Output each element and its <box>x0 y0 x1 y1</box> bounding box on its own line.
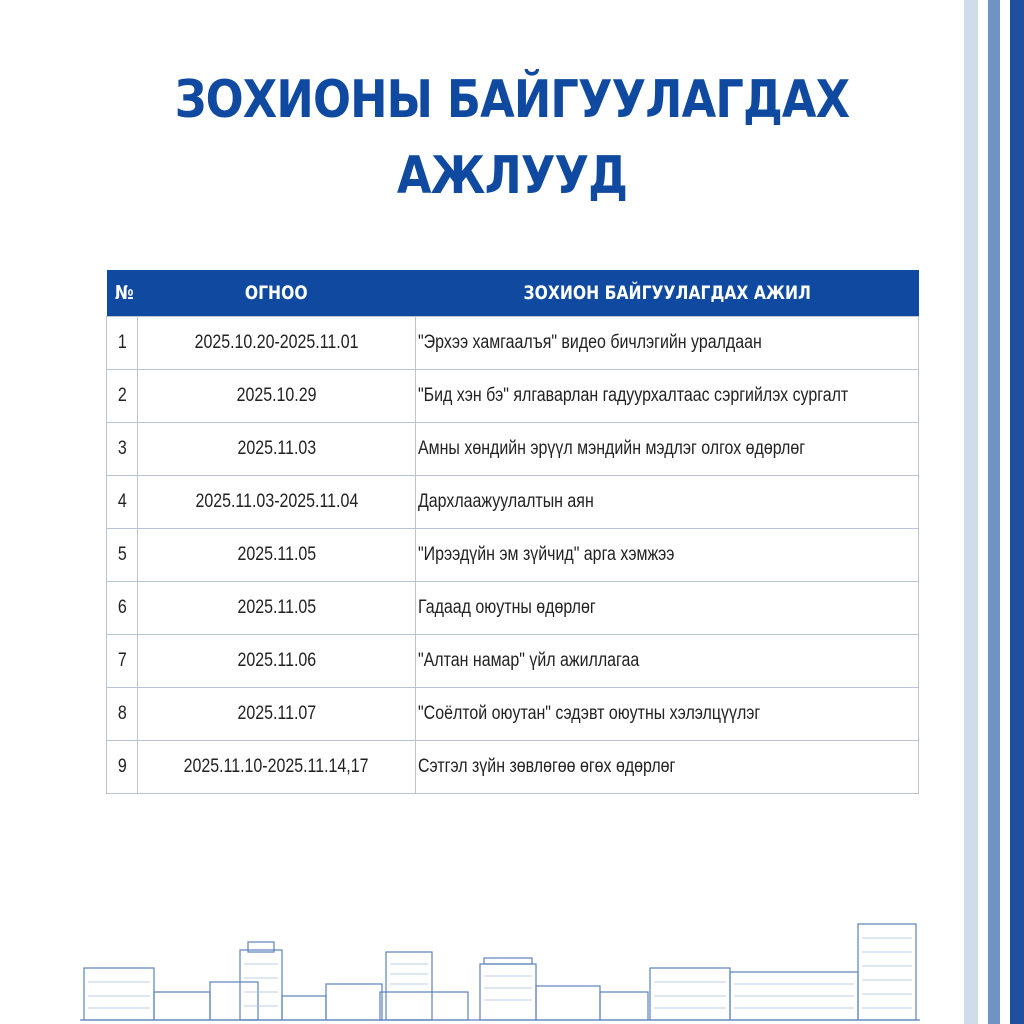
row-task-cell: "Алтан намар" үйл ажиллагаа <box>416 635 919 688</box>
table-row <box>107 741 919 794</box>
row-number-cell: 7 <box>107 635 138 688</box>
row-date-cell: 2025.11.05 <box>138 529 416 582</box>
table-row <box>107 635 919 688</box>
row-date-cell: 2025.11.03-2025.11.04 <box>138 476 416 529</box>
column-header-task: ЗОХИОН БАЙГУУЛАГДАХ АЖИЛ <box>416 270 919 317</box>
row-date-cell: 2025.11.05 <box>138 582 416 635</box>
row-number-cell: 5 <box>107 529 138 582</box>
row-task-cell: Дархлаажуулалтын аян <box>416 476 919 529</box>
table-row <box>107 423 919 476</box>
table-row <box>107 688 919 741</box>
row-number-cell: 3 <box>107 423 138 476</box>
row-number-cell: 4 <box>107 476 138 529</box>
row-task-cell: "Эрхээ хамгаалъя" видео бичлэгийн уралдаан <box>416 317 919 370</box>
schedule-table <box>106 270 919 794</box>
row-date-cell: 2025.10.20-2025.11.01 <box>138 317 416 370</box>
column-header-no: № <box>107 270 138 317</box>
table-row <box>107 317 919 370</box>
row-date-cell: 2025.11.07 <box>138 688 416 741</box>
row-number-cell: 6 <box>107 582 138 635</box>
schedule-table-container <box>106 270 918 794</box>
table-row <box>107 582 919 635</box>
row-task-cell: "Соёлтой оюутан" сэдэвт оюутны хэлэлцүүлэг <box>416 688 919 741</box>
decorative-stripe-dark <box>1010 0 1024 1024</box>
row-date-cell: 2025.10.29 <box>138 370 416 423</box>
page-title-line-1: ЗОХИОНЫ БАЙГУУЛАГДАХ <box>174 70 850 130</box>
table-row <box>107 529 919 582</box>
row-date-cell: 2025.11.10-2025.11.14,17 <box>138 741 416 794</box>
row-number-cell: 2 <box>107 370 138 423</box>
row-number-cell: 8 <box>107 688 138 741</box>
row-date-cell: 2025.11.03 <box>138 423 416 476</box>
row-task-cell: Сэтгэл зүйн зөвлөгөө өгөх өдөрлөг <box>416 741 919 794</box>
table-header-row <box>107 270 919 317</box>
row-number-cell: 1 <box>107 317 138 370</box>
decorative-stripe-mid <box>988 0 1000 1024</box>
row-task-cell: "Бид хэн бэ" ялгаварлан гадуурхалтаас сэргийлэх сургалт <box>416 370 919 423</box>
row-task-cell: "Ирээдүйн эм зүйчид" арга хэмжээ <box>416 529 919 582</box>
table-header <box>107 270 919 317</box>
city-skyline-illustration <box>80 920 920 1024</box>
row-number-cell: 9 <box>107 741 138 794</box>
page-title-line-2: АЖЛУУД <box>396 146 628 206</box>
table-row <box>107 370 919 423</box>
table-row <box>107 476 919 529</box>
column-header-date: ОГНОО <box>138 270 416 317</box>
row-task-cell: Гадаад оюутны өдөрлөг <box>416 582 919 635</box>
table-body <box>107 317 919 794</box>
decorative-stripe-light <box>964 0 978 1024</box>
row-date-cell: 2025.11.06 <box>138 635 416 688</box>
page-title <box>72 62 953 214</box>
row-task-cell: Амны хөндийн эрүүл мэндийн мэдлэг олгох өдөрлөг <box>416 423 919 476</box>
